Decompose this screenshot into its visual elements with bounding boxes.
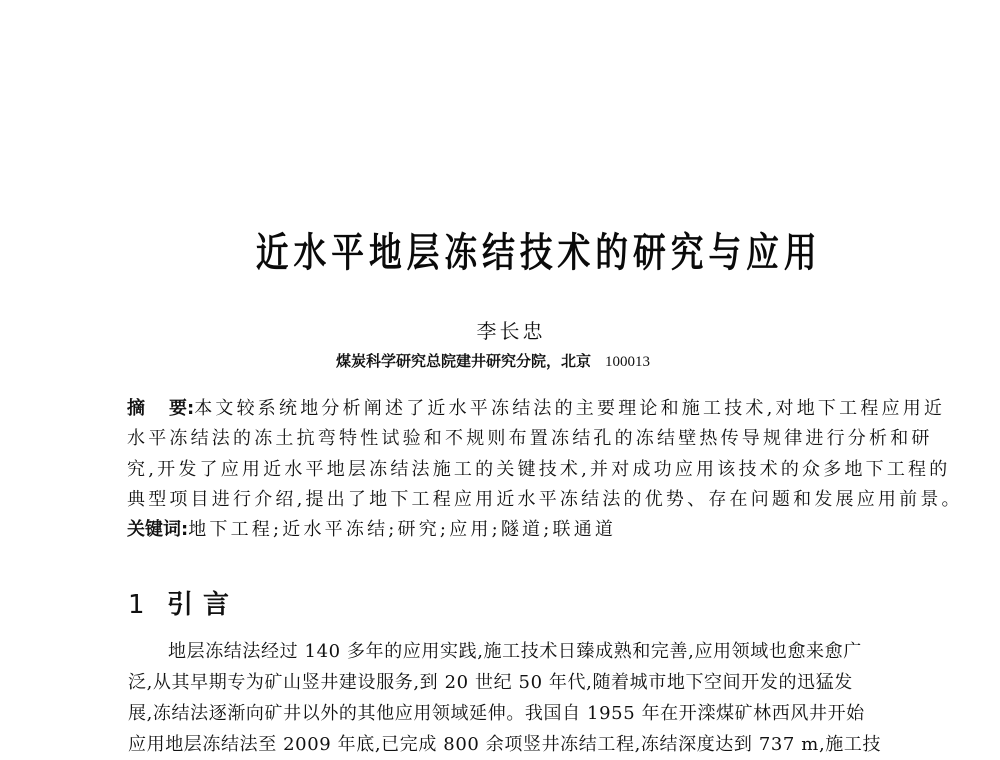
body-line: 地层冻结法经过 140 多年的应用实践,施工技术日臻成熟和完善,应用领域也愈来愈广: [168, 641, 862, 662]
author-name: 李长忠: [476, 319, 546, 343]
body-line: 展,冻结法逐渐向矿井以外的其他应用领域延伸。我国自 1955 年在开滦煤矿林西风井开始: [128, 703, 865, 724]
section-number: 1: [128, 590, 145, 620]
keywords-text: 地下工程;近水平冻结;研究;应用;隧道;联通道: [188, 519, 617, 541]
paper-title: 近水平地层冻结技术的研究与应用: [255, 230, 822, 276]
abstract-block: [127, 394, 963, 545]
keywords-label: 关键词:: [127, 519, 189, 541]
keywords-line: [127, 515, 899, 545]
body-line: 应用地层冻结法至 2009 年底,已完成 800 余项竖井冻结工程,冻结深度达到 737 m,施工技: [128, 734, 882, 755]
abstract-label-part1: 摘: [127, 398, 145, 419]
abstract-line: 典型项目进行介绍,提出了地下工程应用近水平冻结法的优势、存在问题和发展应用前景。: [127, 488, 963, 510]
affiliation-postcode: 100013: [605, 354, 651, 370]
abstract-line: 水平冻结法的冻土抗弯特性试验和不规则布置冻结孔的冻结壁热传导规律进行分析和研: [127, 428, 933, 450]
affiliation-institution: 煤炭科学研究总院建井研究分院，北京: [336, 352, 592, 370]
author-affiliation: [336, 350, 650, 373]
section-body: [128, 636, 900, 760]
section-heading: [128, 588, 239, 622]
abstract-line: [127, 394, 946, 424]
body-line: 泛,从其早期专为矿山竖井建设服务,到 20 世纪 50 年代,随着城市地下空间开发的迅猛发: [128, 672, 853, 693]
abstract-text: 本文较系统地分析阐述了近水平冻结法的主要理论和施工技术,对地下工程应用近: [194, 398, 946, 419]
abstract-label-part2: 要:: [169, 398, 195, 419]
section-title: 引言: [167, 590, 240, 620]
abstract-line: 究,开发了应用近水平地层冻结法施工的关键技术,并对成功应用该技术的众多地下工程的: [127, 458, 951, 480]
